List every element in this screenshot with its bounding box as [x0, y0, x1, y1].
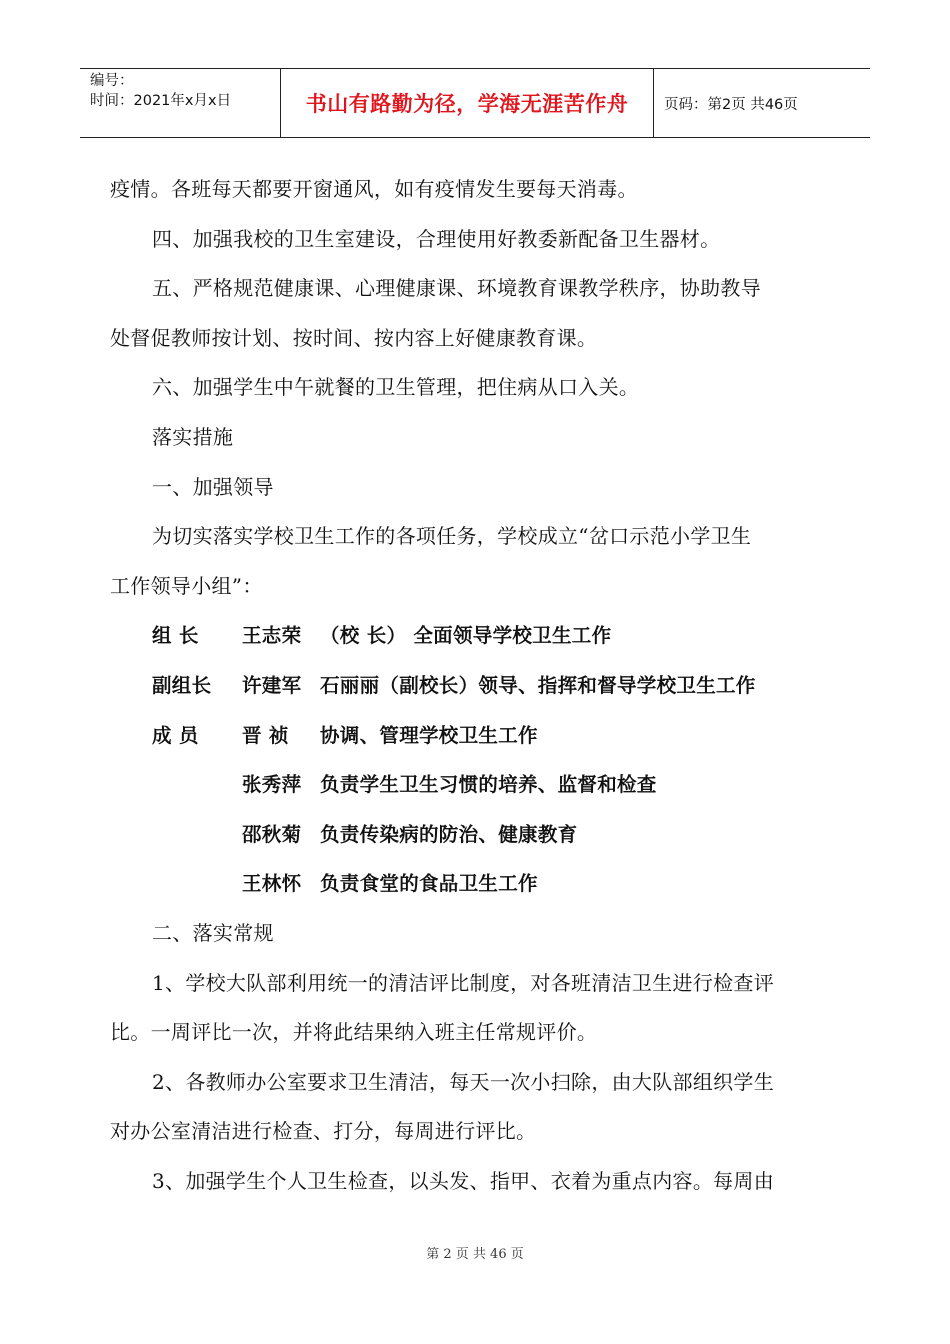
- motto-text: 书山有路勤为径，学海无涯苦作舟: [305, 92, 629, 116]
- group-member-row: [110, 711, 845, 761]
- role-desc: 负责传染病的防治、健康教育: [320, 822, 578, 846]
- role-label: 组 长: [152, 624, 199, 648]
- member-name: 王志荣: [242, 624, 302, 648]
- header-motto-cell: [281, 69, 654, 137]
- role-desc: 石丽丽（副校长）领导、指挥和督导学校卫生工作: [320, 673, 756, 697]
- paragraph-item-6: 六、加强学生中午就餐的卫生管理，把住病从口入关。: [152, 375, 640, 400]
- serial-label: 编号：: [90, 73, 134, 89]
- header-meta-cell: [80, 69, 281, 137]
- member-name: 晋 祯: [242, 723, 289, 747]
- group-member-row: [110, 810, 845, 860]
- paragraph-rule-1-cont: 比。一周评比一次，并将此结果纳入班主任常规评价。: [110, 1020, 598, 1045]
- member-name: 邵秋菊: [242, 822, 302, 846]
- paragraph-lead-cont: 工作领导小组”：: [110, 573, 263, 598]
- document-header: [80, 68, 870, 138]
- group-member-row: [110, 760, 845, 810]
- role-desc: （校 长） 全面领导学校卫生工作: [320, 624, 612, 648]
- role-label: 副组长: [152, 673, 212, 697]
- group-leader-row: [110, 611, 845, 661]
- member-name: 王林怀: [242, 872, 302, 896]
- role-desc: 负责学生卫生习惯的培养、监督和检查: [320, 773, 657, 797]
- role-desc: 负责食堂的食品卫生工作: [320, 872, 538, 896]
- group-deputy-row: [110, 661, 845, 711]
- paragraph-lead: 为切实落实学校卫生工作的各项任务，学校成立“岔口示范小学卫生: [152, 524, 752, 549]
- member-name: 张秀萍: [242, 773, 302, 797]
- page-footer: 第 2 页 共 46 页: [426, 1247, 524, 1262]
- subheading-1: 一、加强领导: [152, 474, 274, 499]
- role-desc: 协调、管理学校卫生工作: [320, 723, 538, 747]
- paragraph-item-5-cont: 处督促教师按计划、按时间、按内容上好健康教育课。: [110, 325, 598, 350]
- paragraph-rule-3: 3、加强学生个人卫生检查，以头发、指甲、衣着为重点内容。每周由: [152, 1168, 775, 1193]
- member-name: 许建军: [242, 673, 302, 697]
- date-label: 时间：2021年x月x日: [90, 93, 232, 109]
- paragraph-line: 疫情。各班每天都要开窗通风，如有疫情发生要每天消毒。: [110, 177, 638, 201]
- paragraph-rule-1: 1、学校大队部利用统一的清洁评比制度，对各班清洁卫生进行检查评: [152, 970, 775, 995]
- paragraph-item-5: 五、严格规范健康课、心理健康课、环境教育课教学秩序，协助教导: [152, 276, 761, 301]
- document-body: [110, 165, 845, 1206]
- paragraph-item-4: 四、加强我校的卫生室建设，合理使用好教委新配备卫生器材。: [152, 226, 721, 251]
- paragraph-rule-2: 2、各教师办公室要求卫生清洁，每天一次小扫除，由大队部组织学生: [152, 1069, 775, 1094]
- section-heading: 落实措施: [152, 424, 234, 449]
- role-label: 成 员: [152, 723, 199, 747]
- header-page-cell: [654, 69, 870, 137]
- paragraph-rule-2-cont: 对办公室清洁进行检查、打分，每周进行评比。: [110, 1119, 537, 1144]
- group-member-row: [110, 859, 845, 909]
- page-label: 页码：第2页 共46页: [664, 96, 798, 113]
- subheading-2: 二、落实常规: [152, 920, 274, 945]
